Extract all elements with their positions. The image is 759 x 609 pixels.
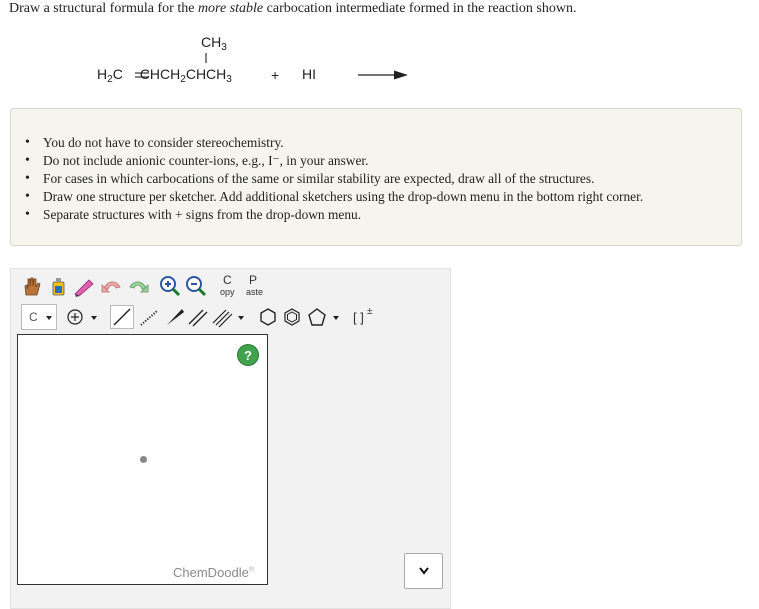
- arrow-head: [394, 71, 408, 80]
- hash-bond-icon: [138, 306, 160, 328]
- canvas-dot: [140, 456, 147, 463]
- zoom-out-icon: [184, 274, 208, 298]
- element-selector[interactable]: C: [21, 304, 57, 330]
- eraser-tool-button[interactable]: [46, 274, 70, 298]
- instructions-box: [10, 108, 742, 246]
- benzene-icon: [281, 306, 303, 328]
- plus-sign: +: [271, 67, 280, 83]
- wedge-bond-icon: [164, 306, 186, 328]
- instruction-item: • Draw one structure per sketcher. Add additional sketchers using the drop-down menu in the bottom right corner.: [43, 188, 643, 206]
- help-icon[interactable]: ?: [238, 345, 258, 365]
- ring-dropdown-caret[interactable]: [333, 316, 339, 320]
- cyclopentane-button[interactable]: [305, 305, 329, 329]
- plus-charge-icon: [64, 306, 86, 328]
- wedge-bond-button[interactable]: [163, 305, 187, 329]
- zoom-out-button[interactable]: [184, 274, 208, 298]
- cyclohexane-icon: [257, 306, 279, 328]
- instruction-item: • Do not include anionic counter-ions, e.g., I⁻, in your answer.: [43, 152, 643, 170]
- hash-bond-button[interactable]: [137, 305, 161, 329]
- hand-tool-button[interactable]: [19, 274, 43, 298]
- lasso-tool-button[interactable]: [72, 274, 96, 298]
- bond-dropdown-caret[interactable]: [238, 316, 244, 320]
- benzene-button[interactable]: [280, 305, 304, 329]
- charge-dropdown-caret[interactable]: [91, 316, 97, 320]
- reactant-formula: $H_2C$ $CHCH_2CHCH_3$: [97, 66, 232, 85]
- triple-bond-button[interactable]: [211, 305, 235, 329]
- zoom-in-icon: [158, 274, 182, 298]
- add-sketcher-dropdown[interactable]: [404, 553, 443, 589]
- instruction-item: • For cases in which carbocations of the same or similar stability are expected, draw all of the structures.: [43, 170, 643, 188]
- triple-bond-icon: [212, 306, 234, 328]
- hand-icon: [20, 275, 42, 297]
- charge-bracket-button[interactable]: [ ] ±: [353, 306, 373, 325]
- question-text: Draw a structural formula for the more stable carbocation intermediate formed in the reaction shown.: [9, 1, 577, 16]
- reagent-hi: HI: [302, 66, 316, 82]
- zoom-in-button[interactable]: [158, 274, 182, 298]
- cyclohexane-button[interactable]: [256, 305, 280, 329]
- instructions-list: [43, 134, 643, 224]
- drawing-canvas[interactable]: [17, 334, 268, 585]
- eraser-icon: [47, 275, 69, 297]
- charge-tool-button[interactable]: [63, 305, 87, 329]
- instruction-item: • You do not have to consider stereochemistry.: [43, 134, 643, 152]
- chemdoodle-sketcher: [10, 268, 451, 609]
- double-bond-button[interactable]: [186, 305, 210, 329]
- copy-button[interactable]: C opy: [220, 273, 235, 297]
- redo-button[interactable]: [126, 274, 150, 298]
- undo-button[interactable]: [100, 274, 124, 298]
- reaction-scheme: [96, 30, 426, 90]
- chemdoodle-brand: ChemDoodle®: [173, 565, 255, 580]
- single-bond-button[interactable]: [110, 305, 134, 329]
- instruction-item: • Separate structures with + signs from the drop-down menu.: [43, 206, 643, 224]
- chevron-down-icon: [418, 566, 430, 576]
- paste-button[interactable]: P aste: [246, 273, 264, 297]
- double-bond-icon: [187, 306, 209, 328]
- undo-icon: [100, 275, 124, 297]
- methyl-substituent: $CH_3$: [201, 34, 227, 53]
- lasso-icon: [72, 275, 96, 297]
- cyclopentane-icon: [306, 306, 328, 328]
- single-bond-icon: [111, 306, 133, 328]
- redo-icon: [126, 275, 150, 297]
- question-emphasis: more stable: [197, 1, 264, 16]
